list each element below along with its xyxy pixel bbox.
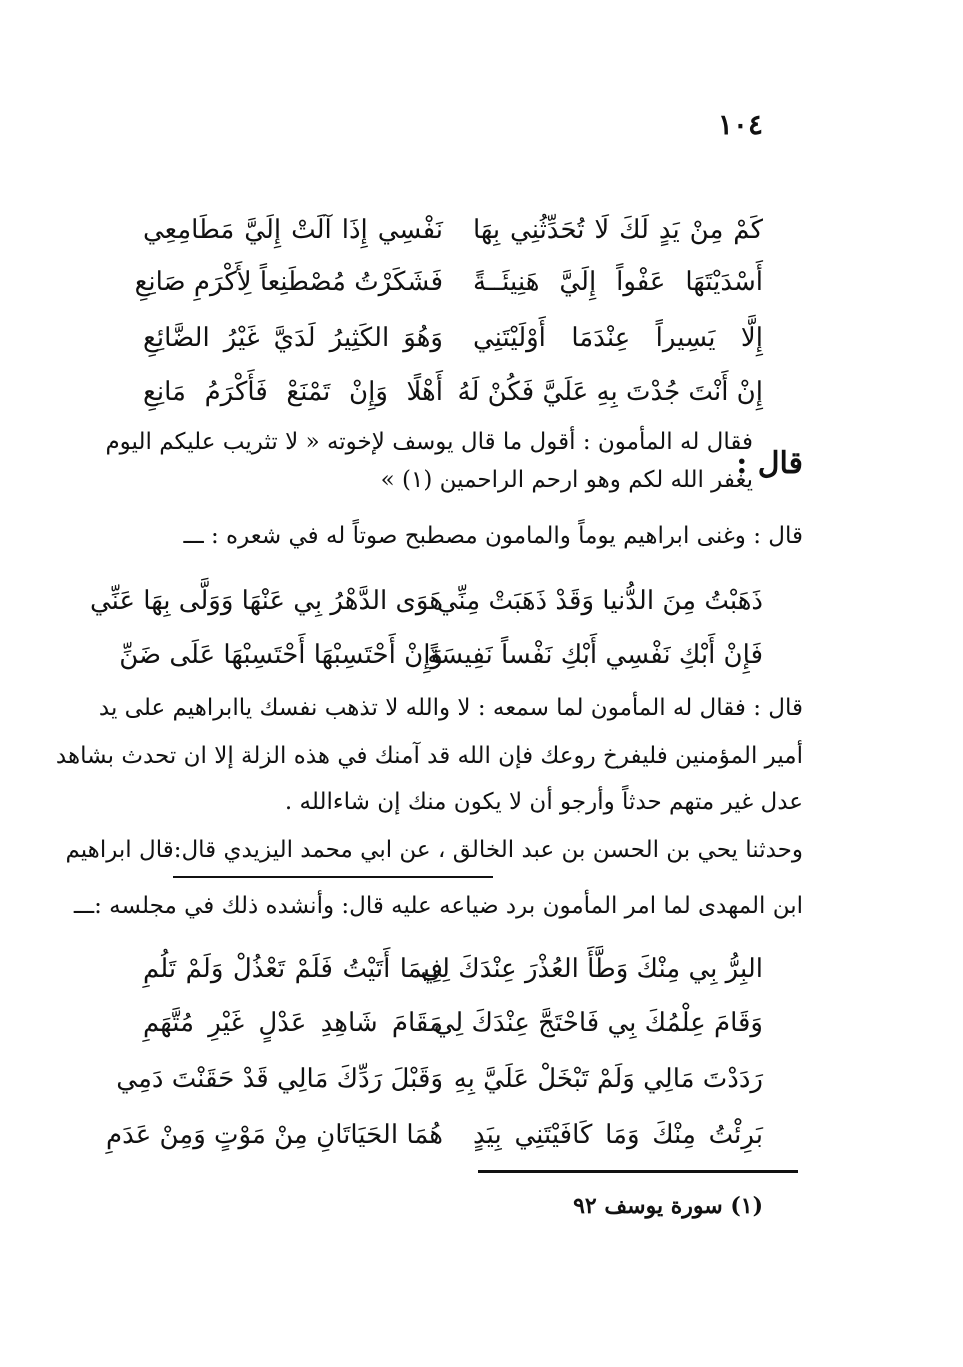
verse-hemistich-first: أَسْدَيْتَهَا عَفْواً إِلَيَّ هَنِيئَــةً — [473, 267, 763, 297]
verse-row — [134, 257, 763, 307]
page-number: ١٠٤ — [717, 108, 763, 141]
prose-line: فقال له المأمون : أقول ما قال يوسف لإخوته « لا تثريب عليكم اليوم — [105, 429, 753, 455]
prose-line: قال : فقال له المأمون لما سمعه : لا والله لا تذهب نفسك ياابراهيم على يد — [98, 695, 803, 721]
verse-hemistich-first: وَقَامَ عِلْمُكَ بِي فَاحْتَجَّ عِنْدَكَ لِي — [433, 1008, 763, 1038]
verse-hemistich-first: إِلَّا يَسِيراً عِنْدَمَا أَوْلَيْتَنِي — [473, 323, 763, 353]
prose-line: ابن المهدى لما امر المأمون برد ضياعه عليه قال: وأنشده ذلك في مجلسه :ـــ — [73, 893, 803, 919]
verse-row — [119, 630, 763, 680]
verse-hemistich-first: كَمْ مِنْ يَدٍ لَكَ لَا تُحَدِّثُنِي بِهَا — [473, 215, 763, 245]
verse-row — [105, 1110, 763, 1160]
verse-row — [143, 944, 763, 994]
verse-hemistich-second: وَإِنْ أَحْتَسِبْهَا أَحْتَسِبْهَا عَلَى ضَنِّ — [119, 640, 443, 670]
verse-hemistich-second: نَفْسِي إِذَا آلَتْ إِلَيَّ مَطَامِعِي — [143, 215, 443, 245]
prose-line: عدل غير متهم حدثاً وأرجو أن لا يكون منك إن شاءالله . — [284, 789, 803, 815]
verse-hemistich-second: أَهْلًا وَإِنْ تَمْنَعْ فَأَكْرَمُ مَانِعِ — [143, 377, 443, 407]
verse-hemistich-second: هُمَا الحَيَاتَانِ مِنْ مَوْتٍ وَمِنْ عَدَمِ — [105, 1120, 443, 1150]
verse-row — [143, 205, 763, 255]
verse-hemistich-second: فِيمَا أَتَيْتُ فَلَمْ تَعْذُلْ وَلَمْ تَلُمِ — [143, 954, 443, 984]
verse-hemistich-first: فَإِنْ أَبْكِ نَفْسِي أَبْكِ نَفْساً نَفِيسَةً — [427, 640, 763, 670]
prose-line: قال : وغنى ابراهيم يوماً والمامون مصطبح صوتاً له في شعره : ـــ — [183, 523, 803, 549]
verse-hemistich-first: رَدَدْتَ مَالِي وَلَمْ تَبْخَلْ عَلَيَّ بِهِ — [453, 1064, 763, 1094]
verse-hemistich-second: مَقَامَ شَاهِدِ عَدْلٍ غَيْرِ مُتَّهَمِ — [143, 1008, 443, 1038]
verse-hemistich-first: بَرِئْتُ مِنْكَ وَمَا كَافَيْتَنِي بِيَدٍ — [473, 1120, 763, 1150]
verse-row — [90, 576, 763, 626]
verse-hemistich-second: فَشَكَرْتُ مُصْطَنِعاً لِأَكْرَمِ صَانِعِ — [134, 267, 443, 297]
prose-line: يغفر الله لكم وهو ارحم الراحمين (١) » — [380, 467, 753, 493]
verse-row — [143, 998, 763, 1048]
verse-hemistich-second: وَهُوَ الكَثِيرُ لَدَيَّ غَيْرُ الضَّائِعِ — [143, 323, 443, 353]
prose-line: وحدثنا يحي بن الحسن بن عبد الخالق ، عن ابي محمد اليزيدي قال:قال ابراهيم — [65, 837, 803, 863]
verse-hemistich-second: هَوَى الدَّهْرُ بِي عَنْهَا وَوَلَّى بِهَا عَنِّي — [90, 586, 443, 616]
verse-row — [143, 313, 763, 363]
verse-row — [116, 1054, 763, 1104]
verse-hemistich-second: وَقَبْلَ رَدِّكَ مَالِي قَدْ حَقَنْتَ دَمِي — [116, 1064, 443, 1094]
verse-row — [143, 367, 763, 417]
prose-line: أمير المؤمنين فليفرخ روعك فإن الله قد آمنك في هذه الزلة إلا ان تحدث بشاهد — [55, 743, 803, 769]
qal-label: قال : — [736, 446, 803, 481]
verse-hemistich-first: البِرُّ بِي مِنْكَ وَطَّأَ العُذْرَ عِنْدَكَ لِي — [420, 954, 763, 984]
verse-hemistich-first: ذَهَبْتُ مِنَ الدُّنيا وَقَدْ ذَهَبَتْ مِنِّي — [436, 586, 763, 616]
underline-rule — [173, 876, 493, 878]
verse-hemistich-first: إِنْ أَنْتَ جُدْتَ بِهِ عَلَيَّ فَكُنْ لَهُ — [457, 377, 763, 407]
footnote-rule — [478, 1170, 798, 1173]
footnote: (١) سورة يوسف ٩٢ — [573, 1193, 763, 1219]
